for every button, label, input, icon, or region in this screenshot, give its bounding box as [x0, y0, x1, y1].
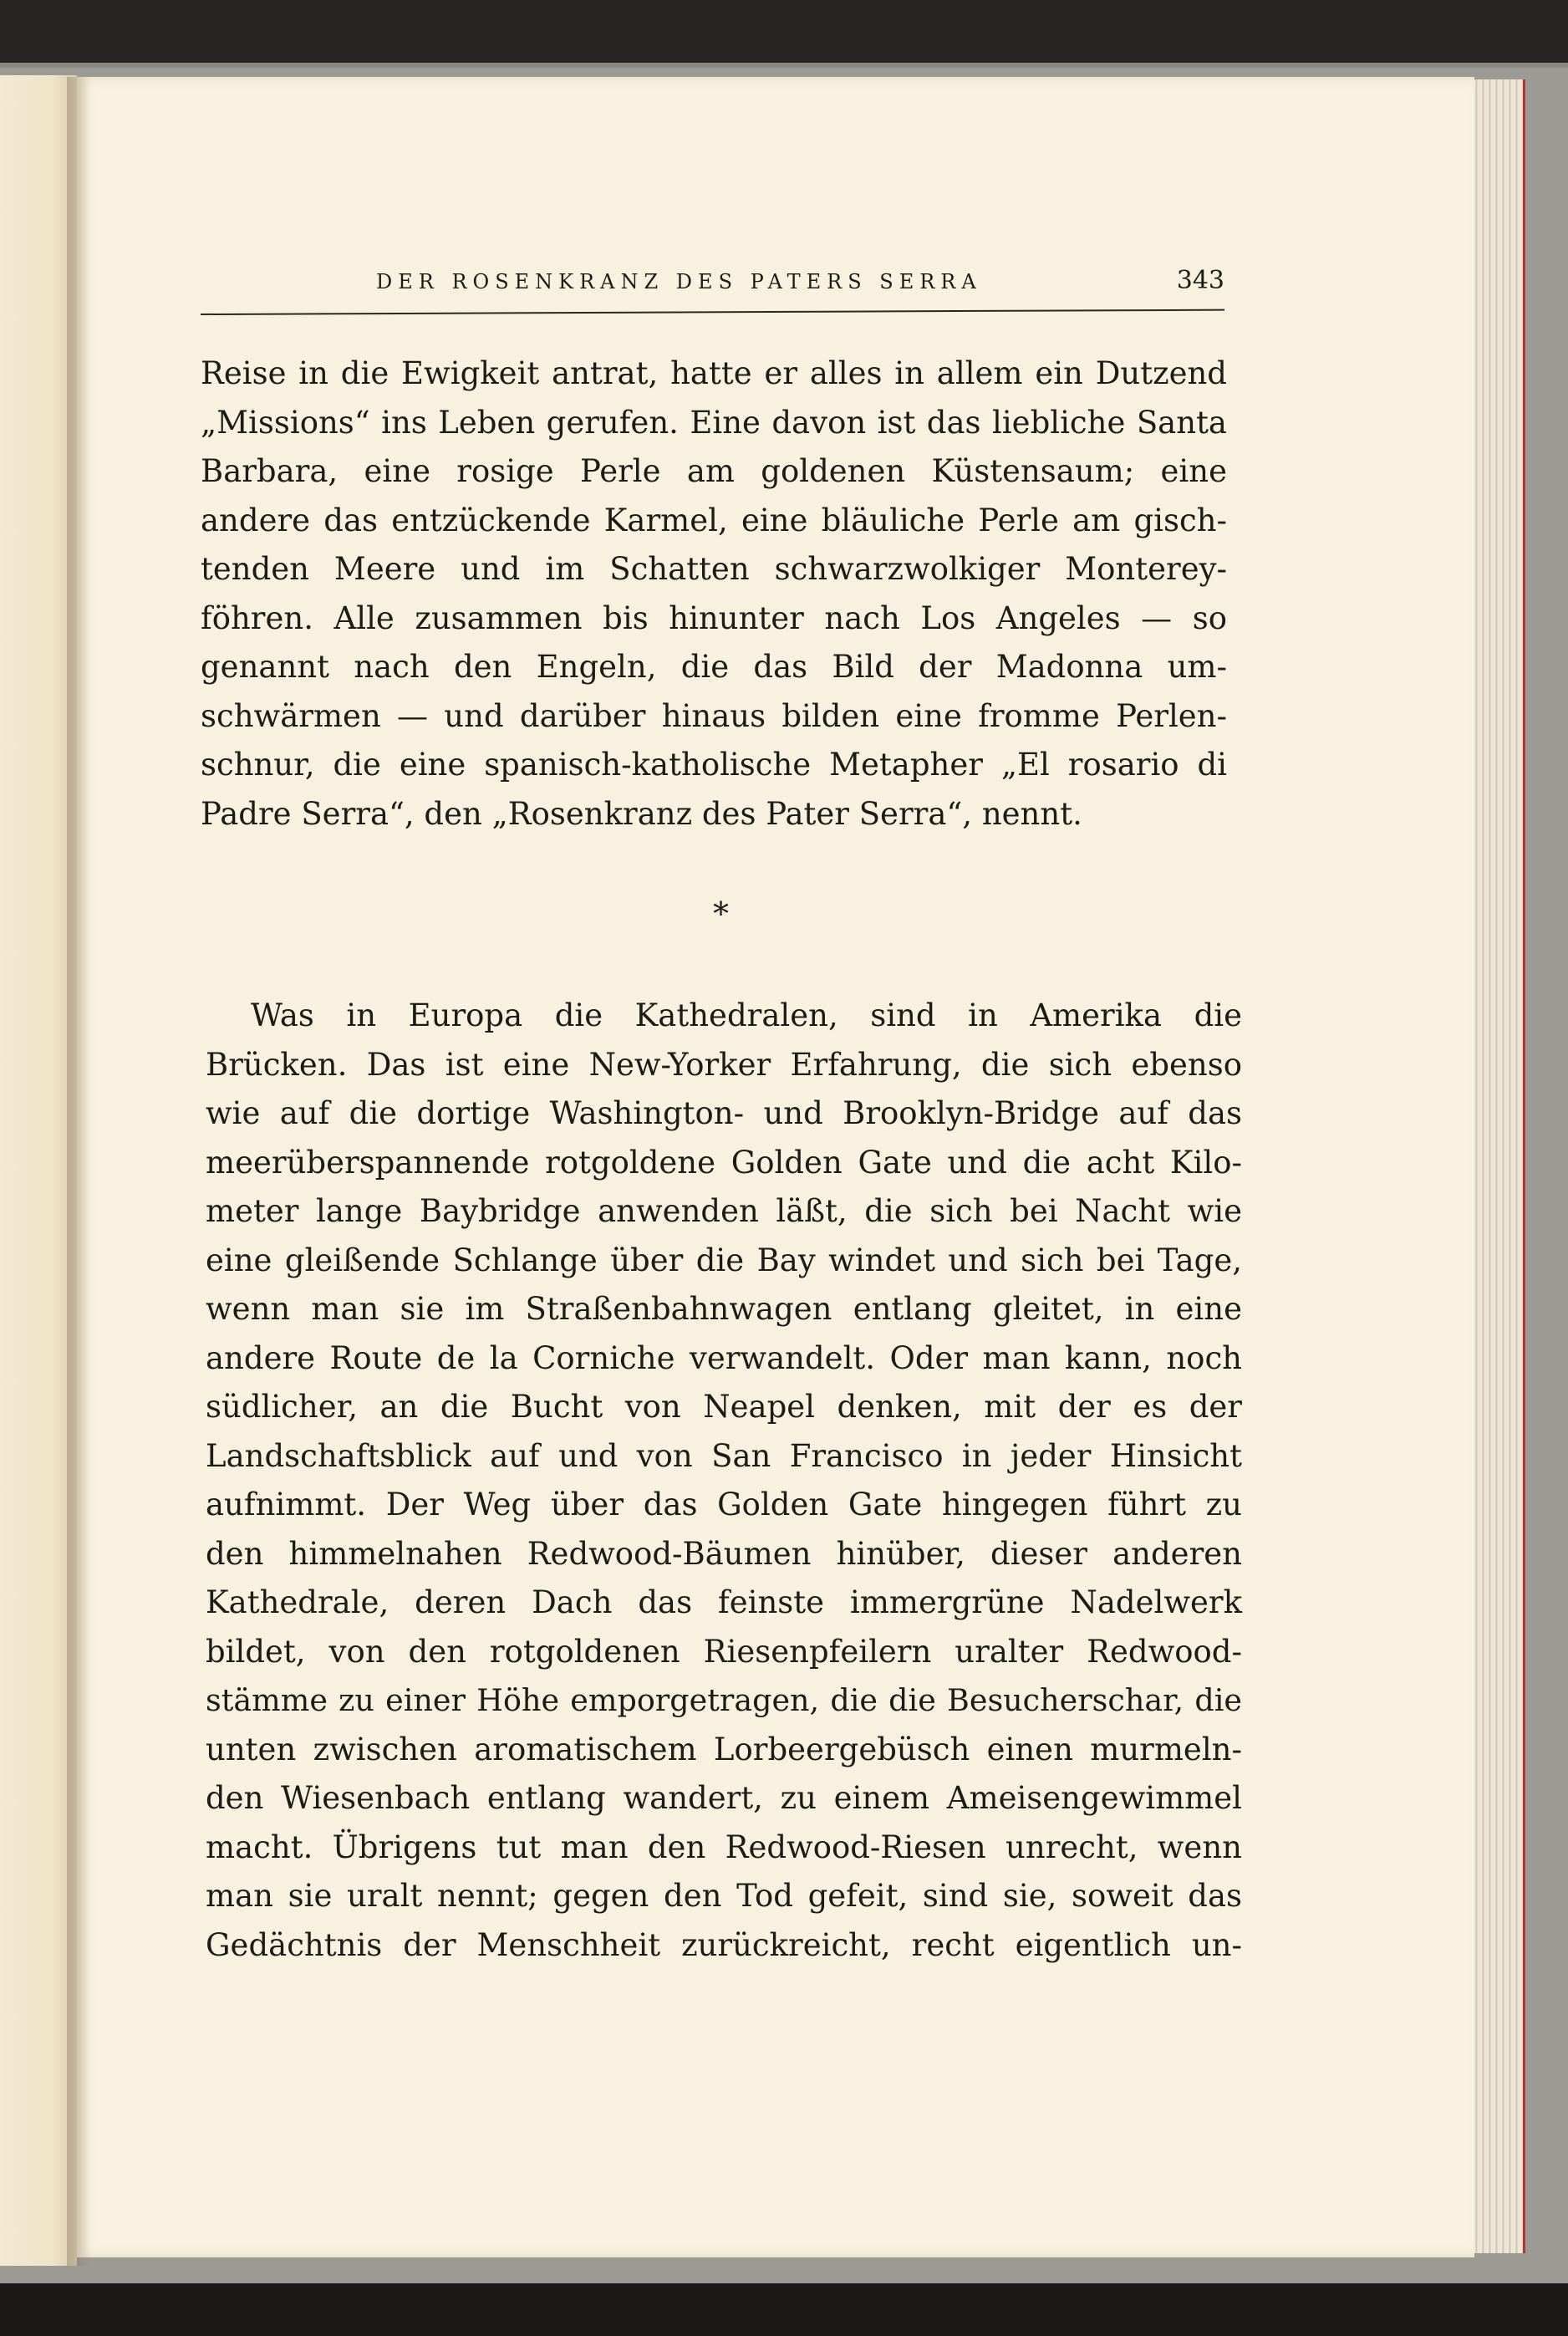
text-line: genannt nach den Engeln, die das Bild der Madonna um- — [201, 649, 1227, 685]
text-line: macht. Übrigens tut man den Redwood-Riesen unrecht, wenn — [206, 1829, 1242, 1865]
text-line: eine gleißende Schlange über die Bay windet und sich bei Tage, — [206, 1242, 1242, 1278]
page-stack-edges — [1471, 79, 1525, 2253]
text-line: Was in Europa die Kathedralen, sind in Amerika die — [251, 997, 1242, 1033]
text-line: den Wiesenbach entlang wandert, zu einem Ameisengewimmel — [206, 1780, 1242, 1816]
running-title: DER ROSENKRANZ DES PATERS SERRA — [376, 270, 982, 293]
text-line: Reise in die Ewigkeit antrat, hatte er alles in allem ein Dutzend — [201, 355, 1227, 391]
text-line: Gedächtnis der Menschheit zurückreicht, recht eigentlich un- — [206, 1926, 1242, 1963]
text-line: meerüberspannende rotgoldene Golden Gate und die acht Kilo- — [206, 1144, 1242, 1181]
page-number: 343 — [1176, 266, 1224, 295]
paragraph-1 — [201, 349, 1227, 839]
text-line: unten zwischen aromatischem Lorbeergebüsch einen murmeln- — [206, 1731, 1242, 1767]
text-line: wenn man sie im Straßenbahnwagen entlang gleitet, in eine — [206, 1291, 1242, 1327]
text-line: wie auf die dortige Washington- und Brooklyn-Bridge auf das — [206, 1095, 1242, 1131]
text-line: andere das entzückende Karmel, eine bläuliche Perle am gisch- — [201, 502, 1227, 538]
text-line: Kathedrale, deren Dach das feinste immergrüne Nadelwerk — [206, 1584, 1242, 1620]
text-line: stämme zu einer Höhe emporgetragen, die die Besucherschar, die — [206, 1682, 1242, 1718]
text-line: südlicher, an die Bucht von Neapel denken, mit der es der — [206, 1389, 1242, 1425]
paragraph-2 — [206, 992, 1242, 1970]
text-line: bildet, von den rotgoldenen Riesenpfeilern uralter Redwood- — [206, 1633, 1242, 1670]
text-line: Brücken. Das ist eine New-Yorker Erfahrung, die sich ebenso — [206, 1046, 1242, 1083]
text-line: schwärmen — und darüber hinaus bilden eine fromme Perlen- — [201, 697, 1227, 734]
text-line: tenden Meere und im Schatten schwarzwolkiger Monterey- — [201, 551, 1227, 587]
text-line: den himmelnahen Redwood-Bäumen hinüber, dieser anderen — [206, 1535, 1242, 1572]
text-line: Barbara, eine rosige Perle am goldenen Küstensaum; eine — [201, 453, 1227, 489]
text-line: andere Route de la Corniche verwandelt. Oder man kann, noch — [206, 1339, 1242, 1376]
text-line: meter lange Baybridge anwenden läßt, die sich bei Nacht wie — [206, 1193, 1242, 1229]
text-line: aufnimmt. Der Weg über das Golden Gate hingegen führt zu — [206, 1487, 1242, 1522]
section-break-asterisk: * — [713, 895, 729, 932]
left-page-edge — [0, 75, 77, 2266]
text-line: Padre Serra“, den „Rosenkranz des Pater Serra“, nennt. — [201, 795, 1082, 832]
spine-shadow — [67, 77, 90, 2266]
text-line: man sie uralt nennt; gegen den Tod gefeit, sind sie, soweit das — [206, 1878, 1242, 1914]
text-line: „Missions“ ins Leben gerufen. Eine davon ist das liebliche Santa — [201, 404, 1227, 441]
text-line: schnur, die eine spanisch-katholische Metapher „El rosario di — [201, 747, 1227, 783]
text-line: Landschaftsblick auf und von San Francisco in jeder Hinsicht — [206, 1437, 1242, 1474]
text-line: föhren. Alle zusammen bis hinunter nach Los Angeles — so — [201, 599, 1227, 636]
